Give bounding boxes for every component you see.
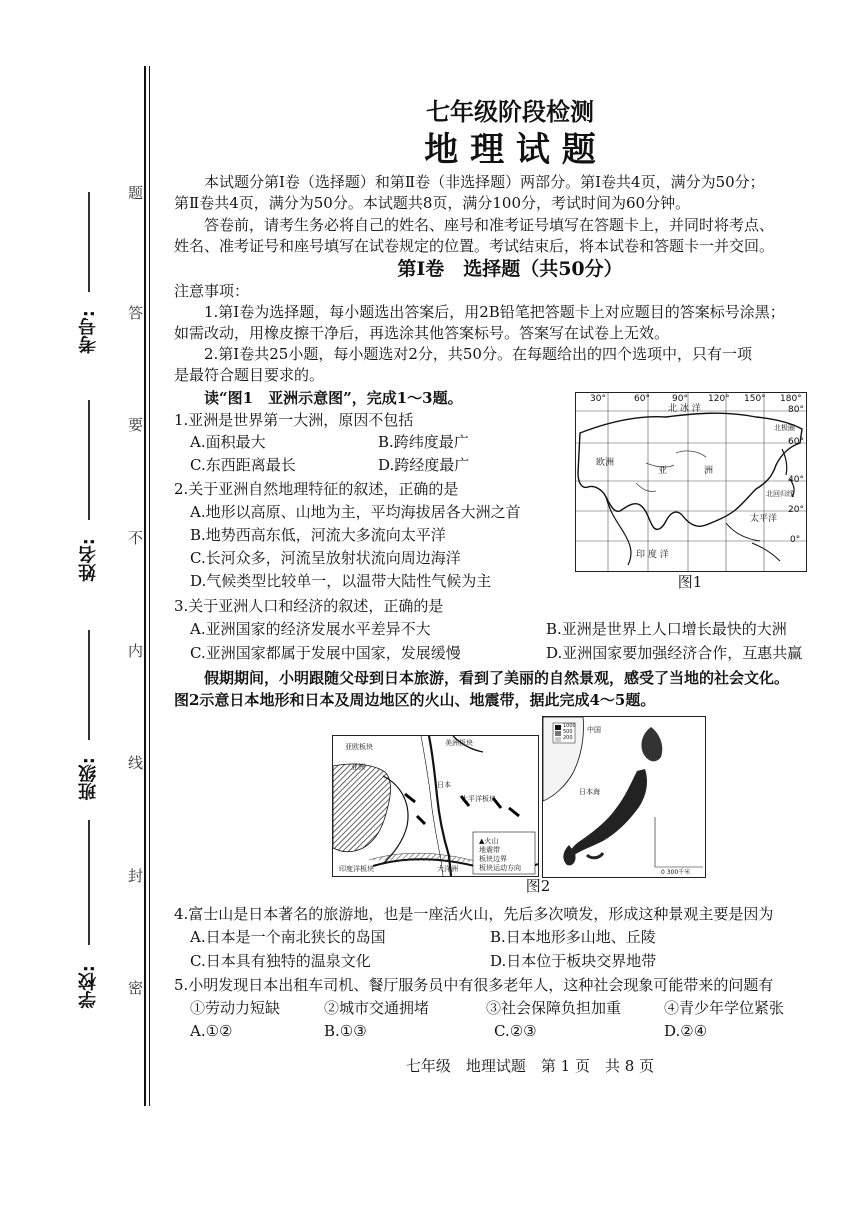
label-sea-of-japan: 日本海 bbox=[579, 788, 600, 796]
notice-title: 注意事项： bbox=[174, 282, 250, 300]
lon-label: 150° bbox=[744, 394, 766, 404]
legend-item-quake-belt: 地震带 bbox=[479, 846, 500, 854]
option: B.日本地形多山地、丘陵 bbox=[490, 928, 656, 946]
question-stem: 5.小明发现日本出租车司机、餐厅服务员中有很多老年人，这种社会现象可能带来的问题有 bbox=[174, 976, 774, 994]
figure2-caption: 图2 bbox=[525, 877, 551, 895]
option: A.亚洲国家的经济发展水平差异不大 bbox=[190, 620, 431, 638]
option: D.②④ bbox=[664, 1022, 708, 1040]
option: C.亚洲国家都属于发展中国家，发展缓慢 bbox=[190, 644, 461, 662]
option: D.跨经度最广 bbox=[378, 456, 470, 474]
exam-no-blank[interactable] bbox=[88, 192, 90, 292]
lon-label: 120° bbox=[708, 394, 730, 404]
lon-label: 60° bbox=[634, 394, 650, 404]
exam-no-label: 考号: bbox=[78, 310, 99, 354]
school-label: 学校: bbox=[78, 965, 99, 1009]
school-blank[interactable] bbox=[88, 820, 90, 945]
seal-char: 不 bbox=[128, 529, 144, 547]
lat-label: 0° bbox=[790, 535, 801, 545]
section-title: 第Ⅰ卷 选择题（共50分） bbox=[397, 258, 623, 280]
seal-char: 要 bbox=[128, 416, 144, 434]
map-label-pacific: 太平洋 bbox=[750, 514, 778, 524]
statement: ④青少年学位紧张 bbox=[664, 999, 785, 1017]
lat-label: 80° bbox=[788, 405, 804, 415]
map-label-arctic-circle: 北极圈 bbox=[774, 424, 795, 432]
map-label-tropic: 北回归线 bbox=[766, 490, 794, 498]
seal-char: 答 bbox=[128, 304, 144, 322]
binding-line-outer bbox=[144, 66, 146, 1106]
lat-label: 20° bbox=[788, 505, 804, 515]
option: B.地势西高东低，河流大多流向太平洋 bbox=[190, 526, 446, 544]
plates-map-drawing bbox=[333, 736, 538, 876]
seal-char: 线 bbox=[128, 754, 144, 772]
label-indo-plate: 印度洋板块 bbox=[339, 865, 374, 873]
option: A.①② bbox=[190, 1022, 233, 1040]
japan-map-drawing bbox=[543, 717, 705, 877]
question-group-intro: 图2示意日本地形和日本及周边地区的火山、地震带，据此完成4～5题。 bbox=[174, 691, 656, 709]
legend-value: 200 bbox=[563, 735, 573, 741]
option: A.地形以高原、山地为主，平均海拔居各大洲之首 bbox=[190, 503, 521, 521]
option: C.②③ bbox=[494, 1022, 537, 1040]
figure2-plates-map bbox=[332, 735, 539, 877]
option: A.日本是一个南北狭长的岛国 bbox=[190, 928, 386, 946]
option: D.亚洲国家要加强经济合作，互惠共赢 bbox=[546, 644, 803, 662]
seal-char: 题 bbox=[128, 184, 144, 202]
option: C.长河众多，河流呈放射状流向周边海洋 bbox=[190, 549, 461, 567]
legend-item-boundary: 板块边界 bbox=[479, 855, 507, 863]
intro-line: 本试题分第Ⅰ卷（选择题）和第Ⅱ卷（非选择题）两部分。第Ⅰ卷共4页，满分为50分； bbox=[204, 173, 765, 191]
question-stem: 1.亚洲是世界第一大洲，原因不包括 bbox=[174, 411, 414, 429]
label-japan: 日本 bbox=[437, 781, 451, 789]
question-stem: 2.关于亚洲自然地理特征的叙述，正确的是 bbox=[174, 480, 459, 498]
seal-char: 封 bbox=[128, 867, 144, 885]
option: D.气候类型比较单一，以温带大陆性气候为主 bbox=[190, 572, 492, 590]
page-footer: 七年级 地理试题 第 1 页 共 8 页 bbox=[405, 1057, 655, 1075]
statement: ③社会保障负担加重 bbox=[486, 999, 622, 1017]
lon-label: 90° bbox=[672, 394, 688, 404]
legend-item-motion: 板块运动方向 bbox=[479, 864, 521, 872]
intro-line: 第Ⅱ卷共4页，满分为50分。本试题共8页，满分100分，考试时间为60分钟。 bbox=[174, 194, 691, 212]
question-group-intro: 读“图1 亚洲示意图”，完成1～3题。 bbox=[204, 389, 463, 407]
notice-line: 2.第Ⅰ卷共25小题，每小题选对2分，共50分。在每题给出的四个选项中，只有一项 bbox=[204, 345, 752, 363]
map-label-asia: 亚 bbox=[658, 466, 668, 476]
class-label: 班级: bbox=[78, 757, 99, 801]
name-blank[interactable] bbox=[88, 400, 90, 520]
seal-char: 密 bbox=[128, 979, 144, 997]
lat-label: 40° bbox=[788, 475, 804, 485]
option: D.日本位于板块交界地带 bbox=[490, 952, 657, 970]
statement: ②城市交通拥堵 bbox=[324, 999, 430, 1017]
option: A.面积最大 bbox=[190, 433, 266, 451]
notice-line: 是最符合题目要求的。 bbox=[174, 366, 325, 384]
notice-line: 1.第Ⅰ卷为选择题，每小题选出答案后，用2B铅笔把答题卡上对应题目的答案标号涂黑； bbox=[204, 303, 785, 321]
name-label: 姓名: bbox=[78, 538, 99, 582]
question-stem: 3.关于亚洲人口和经济的叙述，正确的是 bbox=[174, 597, 444, 615]
option: C.东西距离最长 bbox=[190, 456, 296, 474]
legend-value: 500 bbox=[563, 729, 573, 735]
option: B.①③ bbox=[324, 1022, 367, 1040]
label-china: 中国 bbox=[587, 726, 601, 734]
label-eurasian-plate: 亚欧板块 bbox=[345, 743, 373, 751]
lon-label: 180° bbox=[780, 394, 802, 404]
legend-value: 1000 bbox=[563, 723, 576, 729]
question-group-intro: 假期期间，小明跟随父母到日本旅游，看到了美丽的自然景观，感受了当地的社会文化。 bbox=[204, 669, 790, 687]
figure2-japan-map bbox=[542, 716, 706, 878]
map-label-europe: 欧洲 bbox=[596, 458, 615, 468]
map-label-asia: 洲 bbox=[704, 466, 714, 476]
statement: ①劳动力短缺 bbox=[190, 999, 281, 1017]
exam-subtitle: 七年级阶段检测 bbox=[426, 97, 594, 126]
exam-title: 地 理 试 题 bbox=[424, 130, 596, 170]
map-label-indian: 印 度 洋 bbox=[636, 550, 669, 560]
lon-label: 30° bbox=[590, 394, 606, 404]
label-oceania: 大洋洲 bbox=[437, 865, 458, 873]
notice-line: 如需改动，用橡皮擦干净后，再选涂其他答案标号。答案写在试卷上无效。 bbox=[174, 324, 670, 342]
label-asia: 亚洲 bbox=[351, 763, 365, 771]
class-blank[interactable] bbox=[88, 630, 90, 740]
legend-item-volcano: ▲火山 bbox=[479, 837, 499, 845]
seal-char: 内 bbox=[128, 642, 144, 660]
intro-line: 姓名、准考证号和座号填写在试卷规定的位置。考试结束后，将本试卷和答题卡一并交回。 bbox=[174, 237, 775, 255]
asia-map-drawing bbox=[576, 393, 806, 571]
binding-line-inner bbox=[149, 66, 150, 1106]
map-label-arctic: 北 冰 洋 bbox=[668, 404, 701, 414]
intro-line: 答卷前，请考生务必将自己的姓名、座号和准考证号填写在答题卡上，并同时将考点、 bbox=[204, 216, 775, 234]
scale-bar: 0 300千米 bbox=[661, 869, 691, 876]
label-pacific-plate: 太平洋板块 bbox=[461, 795, 496, 803]
option: B.亚洲是世界上人口增长最快的大洲 bbox=[546, 620, 787, 638]
option: C.日本具有独特的温泉文化 bbox=[190, 952, 371, 970]
label-american-plate: 美洲板块 bbox=[445, 739, 473, 747]
figure1-caption: 图1 bbox=[677, 573, 703, 591]
lat-label: 60° bbox=[788, 437, 804, 447]
option: B.跨纬度最广 bbox=[378, 433, 469, 451]
figure1-asia-map bbox=[575, 392, 807, 572]
question-stem: 4.富士山是日本著名的旅游地，也是一座活火山，先后多次喷发，形成这种景观主要是因为 bbox=[174, 905, 774, 923]
